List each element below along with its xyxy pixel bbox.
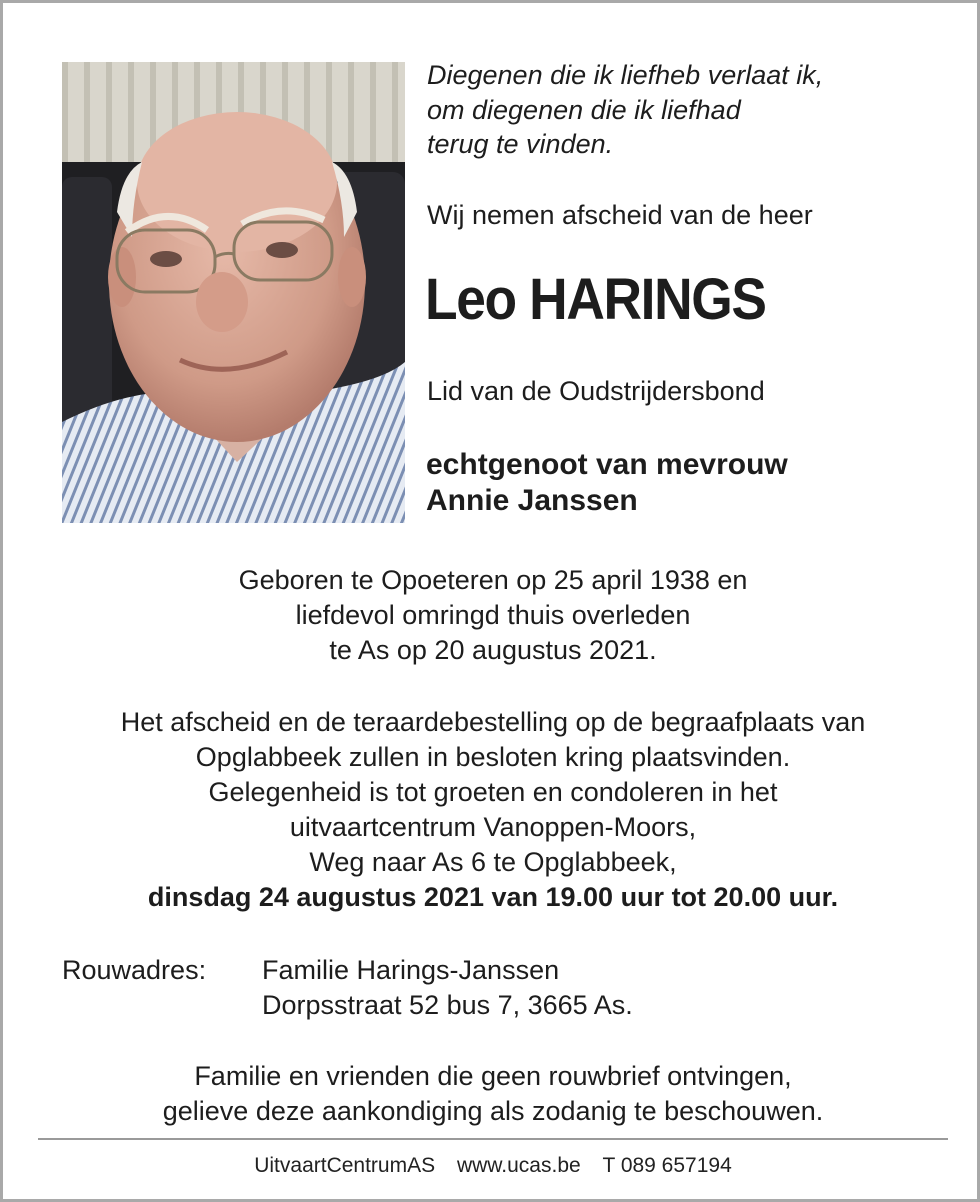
spouse-info: [426, 447, 788, 519]
funeral-line: Gelegenheid is tot groeten en condoleren in het: [208, 777, 778, 807]
visitation-time: dinsdag 24 augustus 2021 van 19.00 uur tot 20.00 uur.: [147, 882, 839, 912]
birth-line: liefdevol omringd thuis overleden: [295, 600, 691, 630]
footer-phone: T 089 657194: [602, 1154, 732, 1177]
address-label: Rouwadres:: [62, 955, 207, 985]
address-lines: [262, 953, 633, 1023]
birth-death-info: [3, 563, 980, 668]
funeral-line: Opglabbeek zullen in besloten kring plaatsvinden.: [195, 742, 791, 772]
poem-line: terug te vinden.: [427, 129, 614, 159]
birth-line: Geboren te Opoeteren op 25 april 1938 en: [238, 565, 748, 595]
membership-text: Lid van de Oudstrijdersbond: [427, 376, 765, 406]
address-line: Familie Harings-Janssen: [262, 955, 560, 985]
spouse-line: Annie Janssen: [426, 484, 638, 517]
funeral-line: uitvaartcentrum Vanoppen-Moors,: [289, 812, 697, 842]
funeral-info: [3, 705, 980, 915]
notice-line: gelieve deze aankondiging als zodanig te beschouwen.: [162, 1096, 824, 1126]
intro-text: Wij nemen afscheid van de heer: [427, 200, 813, 230]
funeral-line: Het afscheid en de teraardebestelling op de begraafplaats van: [120, 707, 866, 737]
footer-divider: [38, 1138, 948, 1140]
birth-line: te As op 20 augustus 2021.: [329, 635, 657, 665]
poem-line: om diegenen die ik liefhad: [427, 94, 741, 125]
funeral-line: Weg naar As 6 te Opglabbeek,: [309, 847, 677, 877]
spouse-line: echtgenoot van mevrouw: [426, 448, 788, 481]
footer-website: www.ucas.be: [456, 1154, 581, 1177]
portrait-photo: [62, 62, 405, 523]
deceased-name: Leo HARINGS: [425, 267, 766, 332]
address-line: Dorpsstraat 52 bus 7, 3665 As.: [262, 990, 633, 1020]
poem-line: Diegenen die ik liefheb verlaat ik,: [427, 60, 824, 90]
poem-quote: [427, 58, 823, 162]
footer-company: UitvaartCentrumAS: [254, 1154, 436, 1177]
notice-text: [3, 1059, 980, 1129]
footer: [3, 1153, 980, 1179]
notice-line: Familie en vrienden die geen rouwbrief ontvingen,: [194, 1061, 792, 1091]
